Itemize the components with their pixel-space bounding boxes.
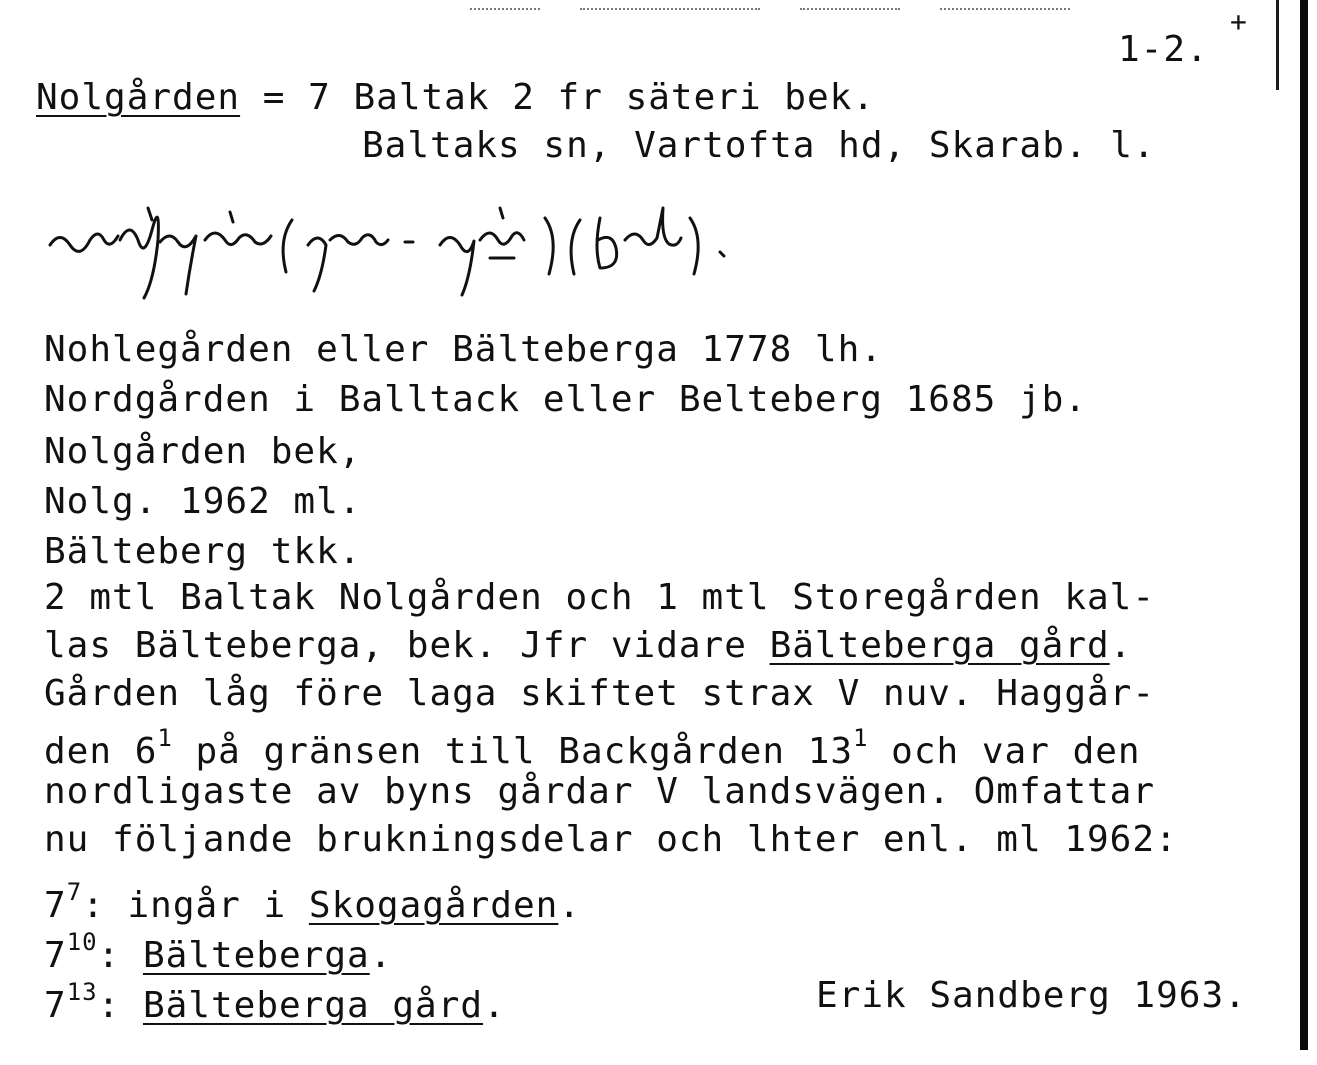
record-line: Nohlegården eller Bälteberga 1778 lh. (44, 329, 883, 370)
handwriting-scribble (40, 190, 1000, 300)
part-base: 7 (44, 985, 67, 1026)
part-text: : (97, 985, 143, 1026)
paragraph-line (44, 626, 1132, 666)
part-text: : ingår i (82, 885, 309, 926)
part-entry (44, 926, 392, 976)
paragraph-text: las Bälteberga, bek. Jfr vidare (44, 625, 770, 666)
top-edge-dots (940, 8, 1070, 12)
part-entry (44, 976, 506, 1026)
paragraph-line (44, 674, 1155, 714)
part-superscript: 13 (66, 978, 98, 1006)
cross-reference: Skogagården (308, 885, 559, 926)
card-edge-line (1276, 0, 1279, 90)
superscript: 1 (853, 724, 869, 752)
corner-mark: + (1230, 5, 1248, 38)
card-number: 1-2. (1118, 29, 1209, 70)
heading-location: Baltaks sn, Vartofta hd, Skarab. l. (362, 125, 1156, 166)
record-line: Nolg. 1962 ml. (44, 481, 362, 522)
part-base: 7 (44, 885, 67, 926)
top-edge-dots (580, 8, 760, 12)
superscript: 1 (157, 724, 173, 752)
paragraph-text: och var den (868, 731, 1141, 772)
author-signature: Erik Sandberg 1963. (816, 975, 1247, 1016)
record-line: Nordgården i Balltack eller Belteberg 1685 jb. (44, 379, 1087, 420)
cross-reference: Bälteberga gård (769, 625, 1110, 666)
cross-reference: Bälteberga gård (142, 985, 484, 1026)
record-line: Bälteberg tkk. (44, 531, 362, 572)
part-superscript: 7 (66, 878, 83, 906)
top-edge-dots (800, 8, 900, 12)
part-text: : (97, 935, 143, 976)
heading-description: 7 Baltak 2 fr säteri bek. (308, 77, 875, 118)
part-text: . (558, 885, 581, 926)
paragraph-line: 2 mtl Baltak Nolgården och 1 mtl Storegården kal- (44, 577, 1156, 618)
equals-sign: = (262, 77, 286, 118)
cross-reference: Bälteberga (142, 935, 370, 976)
paragraph-line: nu följande brukningsdelar och lhter enl. ml 1962: (44, 819, 1178, 860)
part-text: . (483, 985, 506, 1026)
paragraph-text: på gränsen till Backgården 13 (172, 731, 854, 772)
struck-text: Gården låg före laga (44, 673, 498, 714)
part-text: . (369, 935, 393, 976)
heading-line (36, 78, 875, 118)
paragraph-text: den 6 (44, 731, 158, 772)
paragraph-line (44, 722, 1141, 772)
place-name: Nolgården (36, 77, 241, 118)
part-entry (44, 876, 581, 926)
paragraph-text: skiftet strax V nuv. Haggår- (497, 673, 1156, 714)
paragraph-line: nordligaste av byns gårdar V landsvägen. Omfattar (44, 771, 1156, 812)
paragraph-text: . (1109, 625, 1133, 666)
record-line: Nolgården bek, (44, 431, 362, 472)
part-base: 7 (44, 935, 67, 976)
card-edge-border (1300, 0, 1308, 1050)
handwritten-pronunciation (40, 190, 1000, 300)
part-superscript: 10 (66, 928, 98, 956)
top-edge-dots (470, 8, 540, 12)
